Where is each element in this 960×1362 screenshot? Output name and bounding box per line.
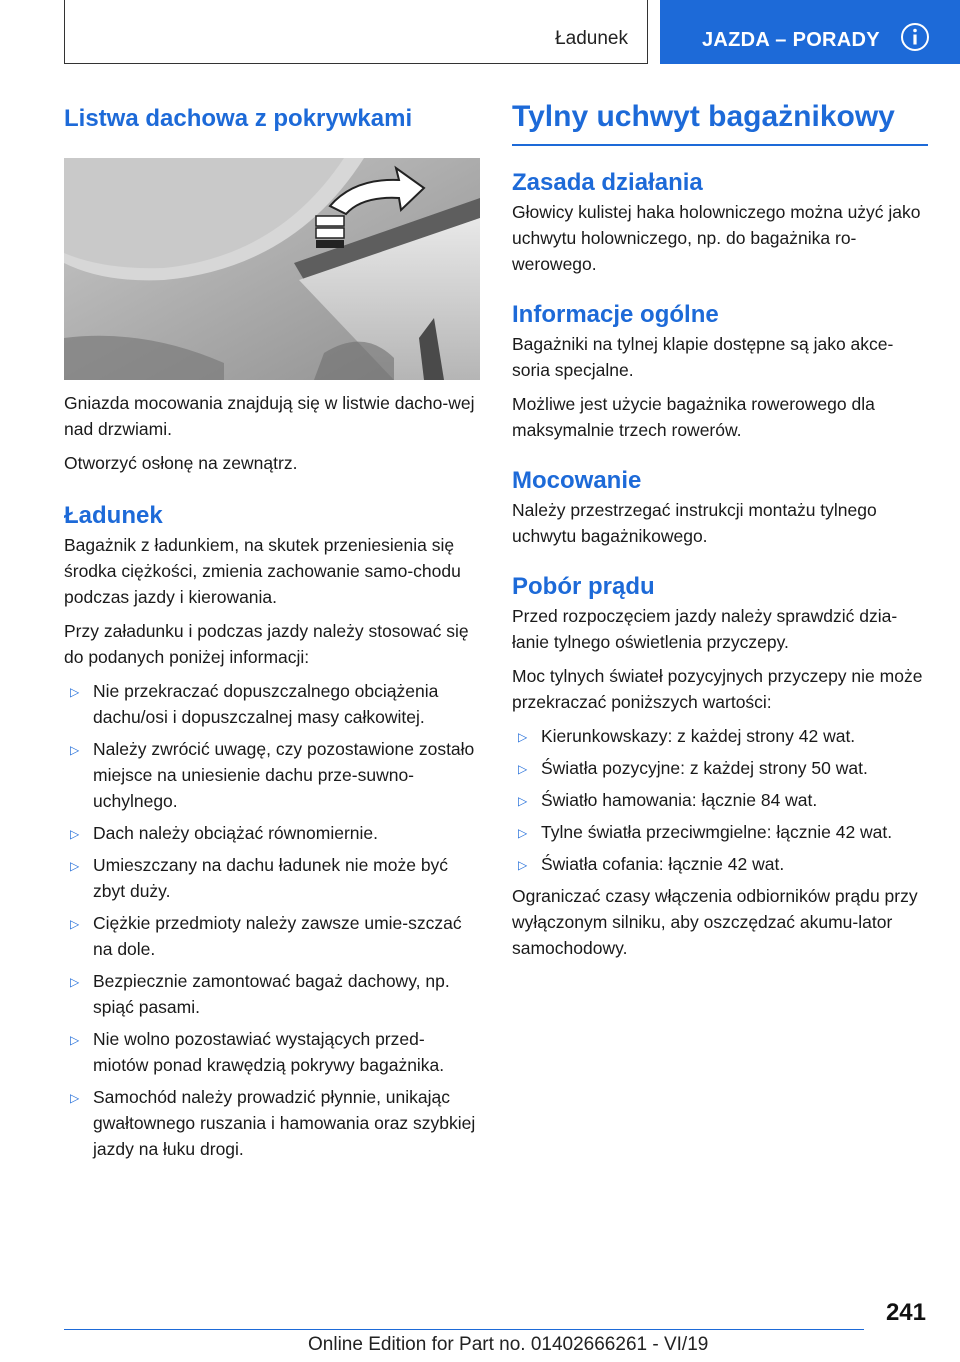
general-info-heading: Informacje ogólne xyxy=(512,301,719,328)
list-item: ▷ Nie przekraczać dopuszczalnego obciążenia dachu/osi i dopuszczalnej masy całkowitej. xyxy=(70,681,439,727)
header-section-title: Ładunek xyxy=(555,28,628,49)
list-item: ▷ Umieszczany na dachu ładunek nie może być zbyt duży. xyxy=(70,855,449,901)
info-icon xyxy=(900,22,930,52)
mounting-heading: Mocowanie xyxy=(512,467,642,494)
triangle-bullet-icon: ▷ xyxy=(518,826,528,840)
principle-heading: Zasada działania xyxy=(512,169,703,196)
triangle-bullet-icon: ▷ xyxy=(518,794,528,808)
triangle-bullet-icon: ▷ xyxy=(518,858,528,872)
power-draw-text-1: Przed rozpoczęciem jazdy należy sprawdzić dzia-łanie tylnego oświetlenia przyczepy. xyxy=(512,606,898,652)
triangle-bullet-icon: ▷ xyxy=(70,827,80,841)
cargo-heading: Ładunek xyxy=(64,502,163,529)
general-info-text-1: Bagażniki na tylnej klapie dostępne są jako akce-soria specjalne. xyxy=(512,334,894,380)
cargo-bullet-list xyxy=(64,678,480,1162)
cargo-text-2: Przy załadunku i podczas jazdy należy stosować się do podanych poniżej informacji: xyxy=(64,621,469,667)
power-bullet-list xyxy=(512,723,928,877)
list-item: ▷ Kierunkowskazy: z każdej strony 42 wat. xyxy=(512,723,928,749)
left-column xyxy=(64,96,480,1162)
roof-rail-text-1: Gniazda mocowania znajdują się w listwie dacho-wej nad drzwiami. xyxy=(64,393,475,439)
general-info-text-2: Możliwe jest użycie bagażnika rowerowego dla maksymalnie trzech rowerów. xyxy=(512,394,875,440)
mounting-text: Należy przestrzegać instrukcji montażu tylnego uchwytu bagażnikowego. xyxy=(512,500,877,546)
chapter-tab-label: JAZDA – PORADY xyxy=(702,29,880,51)
principle-text: Głowicy kulistej haka holowniczego można użyć jako uchwytu holowniczego, np. do bagażnika ro-werowego. xyxy=(512,202,921,274)
list-item: ▷ Światła cofania: łącznie 42 wat. xyxy=(512,851,928,877)
rear-carrier-heading: Tylny uchwyt bagażnikowy xyxy=(512,100,928,146)
footer-divider xyxy=(64,1329,864,1330)
list-item: ▷ Dach należy obciążać równomiernie. xyxy=(64,820,480,846)
triangle-bullet-icon: ▷ xyxy=(518,730,528,744)
chapter-tab[interactable] xyxy=(660,0,960,64)
roof-rail-photo xyxy=(64,158,480,380)
triangle-bullet-icon: ▷ xyxy=(70,859,80,873)
triangle-bullet-icon: ▷ xyxy=(70,685,80,699)
page-number: 241 xyxy=(885,1299,926,1326)
triangle-bullet-icon: ▷ xyxy=(518,762,528,776)
edition-note: Online Edition for Part no. 01402666261 - VI/19 xyxy=(308,1334,709,1355)
triangle-bullet-icon: ▷ xyxy=(70,975,80,989)
triangle-bullet-icon: ▷ xyxy=(70,1033,80,1047)
right-column xyxy=(512,96,928,961)
list-item: ▷ Światła pozycyjne: z każdej strony 50 wat. xyxy=(512,755,928,781)
list-item: ▷ Należy zwrócić uwagę, czy pozostawione zostało miejsce na uniesienie dachu prze-suwno-uchylnego. xyxy=(70,739,475,811)
roof-rail-heading: Listwa dachowa z pokrywkami xyxy=(64,105,413,132)
list-item: ▷ Bezpiecznie zamontować bagaż dachowy, np. spiąć pasami. xyxy=(70,971,450,1017)
list-item: ▷ Nie wolno pozostawiać wystających przed-miotów ponad krawędzią pokrywy bagażnika. xyxy=(70,1029,445,1075)
power-draw-text-2: Moc tylnych świateł pozycyjnych przyczepy nie może przekraczać poniższych wartości: xyxy=(512,666,923,712)
triangle-bullet-icon: ▷ xyxy=(70,917,80,931)
list-item: ▷ Ciężkie przedmioty należy zawsze umie-szczać na dole. xyxy=(70,913,462,959)
cargo-text-1: Bagażnik z ładunkiem, na skutek przeniesienia się środka ciężkości, zmienia zachowanie samo-chodu podczas jazdy i kierowania. xyxy=(64,535,461,607)
power-draw-text-3: Ograniczać czasy włączenia odbiorników prądu przy wyłączonym silniku, aby oszczędzać akumu-lator samochodowy. xyxy=(512,886,918,958)
triangle-bullet-icon: ▷ xyxy=(70,743,80,757)
roof-rail-text-2: Otworzyć osłonę na zewnątrz. xyxy=(64,453,298,473)
list-item: ▷ Samochód należy prowadzić płynnie, unikając gwałtownego ruszania i hamowania oraz szybkiej jazdy na łuku drogi. xyxy=(70,1087,476,1159)
list-item: ▷ Tylne światła przeciwmgielne: łącznie 42 wat. xyxy=(512,819,928,845)
power-draw-heading: Pobór prądu xyxy=(512,573,655,600)
list-item: ▷ Światło hamowania: łącznie 84 wat. xyxy=(512,787,928,813)
triangle-bullet-icon: ▷ xyxy=(70,1091,80,1105)
